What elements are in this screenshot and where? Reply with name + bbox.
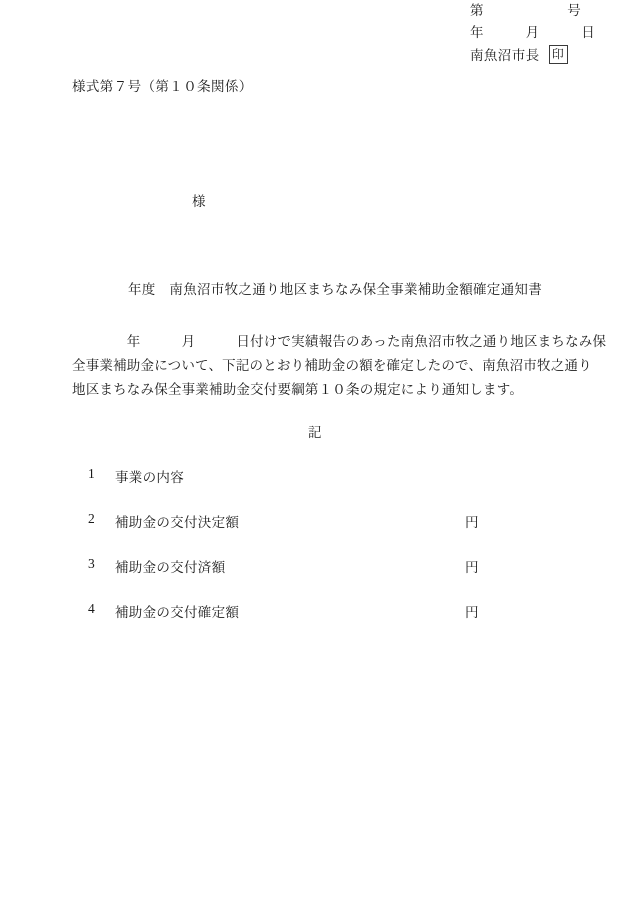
body-line: 年 月 日付けで実績報告のあった南魚沼市牧之通り地区まちなみ保 [72, 334, 607, 349]
reference-block [0, 0, 630, 44]
body-paragraph [72, 330, 607, 402]
list-item [0, 511, 630, 556]
item-number: 1 [88, 466, 96, 481]
list-item [0, 466, 630, 511]
item-label: 補助金の交付確定額 [115, 605, 240, 620]
issuer-line [0, 44, 630, 64]
document-title: 年度 南魚沼市牧之通り地区まちなみ保全事業補助金額確定通知書 [128, 282, 542, 297]
item-label: 補助金の交付済額 [115, 560, 226, 575]
item-list [0, 466, 630, 646]
addressee-line: 様 [192, 194, 206, 209]
reference-date-line: 年 月 日 [470, 25, 596, 40]
list-item [0, 601, 630, 646]
item-unit: 円 [465, 605, 479, 620]
list-item [0, 556, 630, 601]
item-label: 事業の内容 [115, 470, 184, 485]
seal-box-icon: 印 [549, 45, 568, 64]
item-unit: 円 [465, 560, 479, 575]
reference-number-line: 第 号 [470, 3, 582, 18]
item-number: 2 [88, 511, 96, 526]
item-unit: 円 [465, 515, 479, 530]
body-line: 地区まちなみ保全事業補助金交付要綱第１０条の規定により通知します。 [72, 382, 524, 397]
issuer-name: 南魚沼市長 [470, 48, 540, 63]
item-number: 4 [88, 601, 96, 616]
item-label: 補助金の交付決定額 [115, 515, 240, 530]
form-number: 様式第７号（第１０条関係） [72, 79, 253, 94]
body-line: 全事業補助金について、下記のとおり補助金の額を確定したので、南魚沼市牧之通り [72, 358, 592, 373]
note-heading: 記 [308, 425, 322, 440]
item-number: 3 [88, 556, 96, 571]
